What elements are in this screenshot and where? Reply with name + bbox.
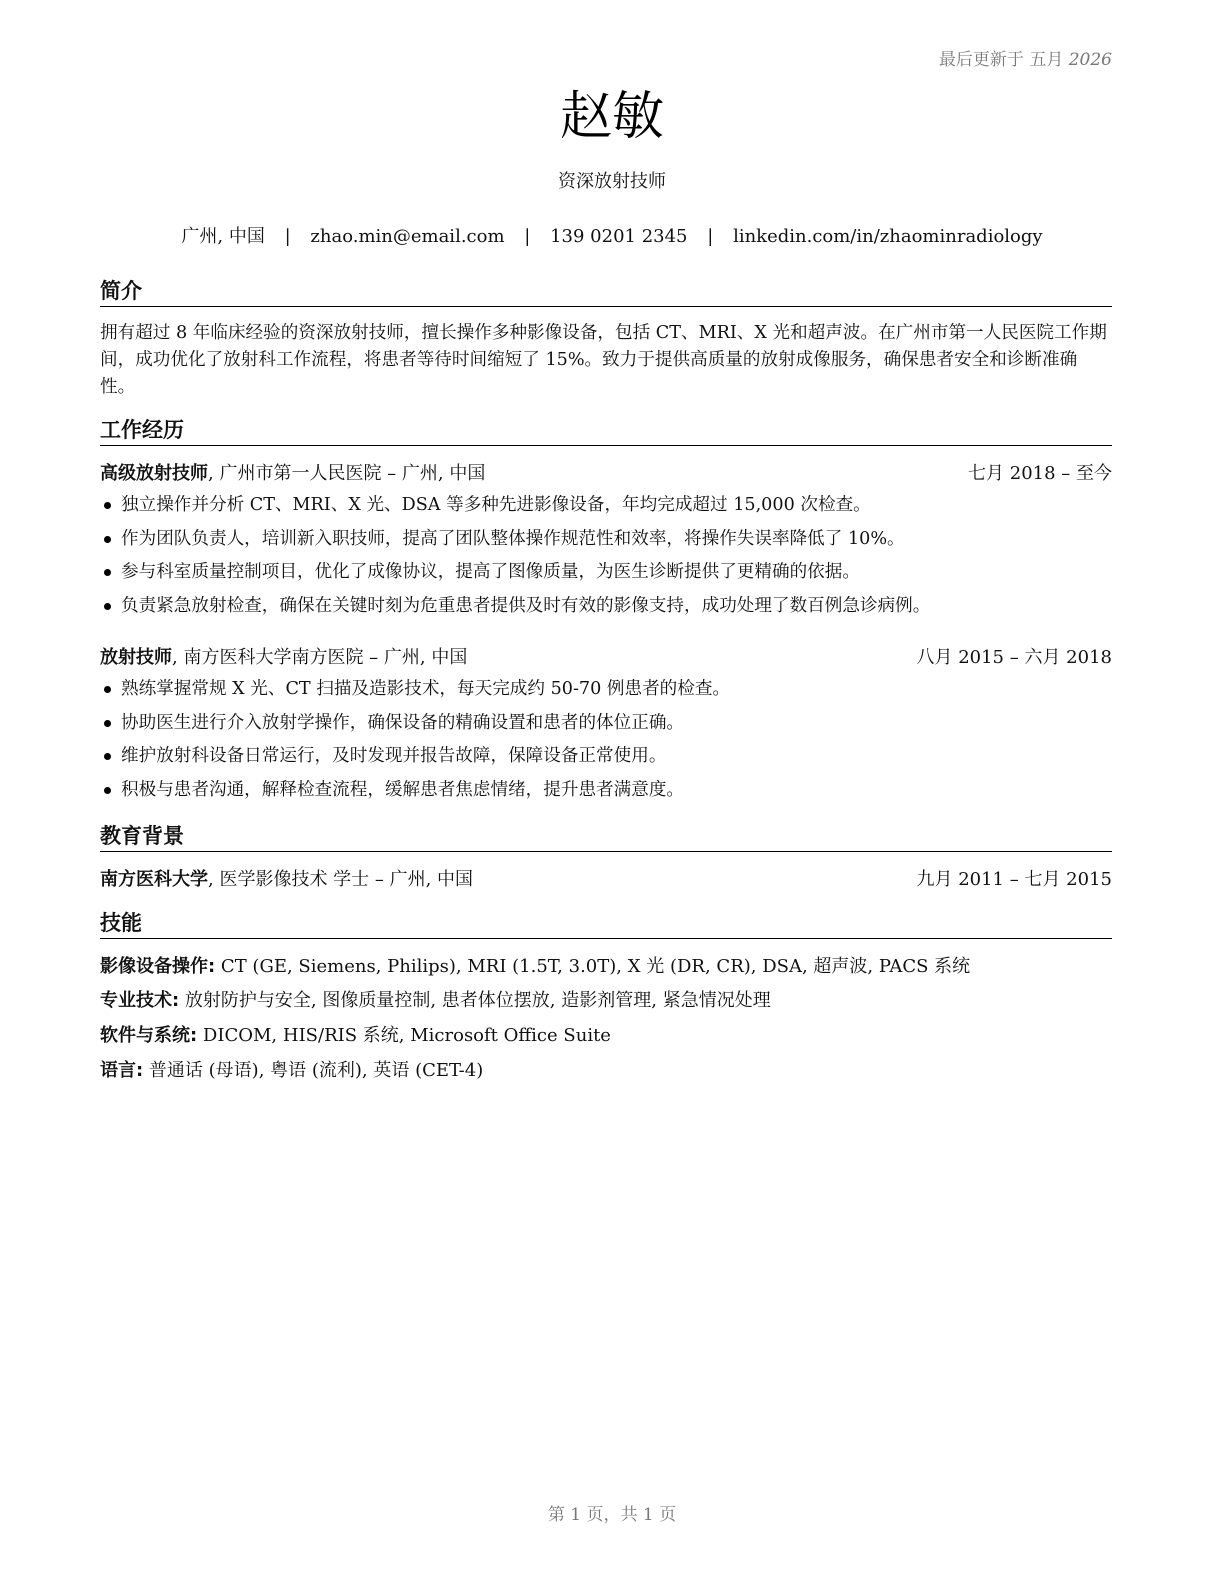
contact-line [0,224,1224,250]
education-dates: 九月 2011 – 七月 2015 [916,869,1112,890]
section-title-skills: 技能 [100,909,1112,939]
last-updated [939,45,1112,70]
list-item: 协助医生进行介入放射学操作，确保设备的精确设置和患者的体位正确。 [100,710,1112,744]
page-footer: 第 1 页，共 1 页 [547,1505,677,1525]
experience-entry-2-role [100,645,467,671]
candidate-headline: 资深放射技师 [558,171,666,192]
contact-separator: | [284,226,291,247]
contact-email[interactable]: zhao.min@email.com [310,226,505,247]
last-updated-year: 2026 [1068,50,1112,70]
list-item: 作为团队负责人，培训新入职技师，提高了团队整体操作规范性和效率，将操作失误率降低了 10%。 [100,526,1112,560]
section-title-education: 教育背景 [100,822,1112,852]
skill-label: 影像设备操作: [100,956,216,977]
skill-label: 软件与系统: [100,1025,198,1046]
skill-label: 语言: [100,1060,144,1081]
list-item: 独立操作并分析 CT、MRI、X 光、DSA 等多种先进影像设备，年均完成超过 15,000 次检查。 [100,492,1112,526]
skill-row [100,988,1112,1014]
experience-entry-2-header [100,645,1112,671]
candidate-name: 赵敏 [559,87,664,147]
skill-value: CT (GE, Siemens, Philips), MRI (1.5T, 3.0T), X 光 (DR, CR), DSA, 超声波, PACS 系统 [215,956,971,977]
summary-text: 拥有超过 8 年临床经验的资深放射技师，擅长操作多种影像设备，包括 CT、MRI、X 光和超声波。在广州市第一人民医院工作期间，成功优化了放射科工作流程，将患者等待时间缩短了 15%。致力于提供高质量的放射成像服务，确保患者安全和诊断准确性。 [100,323,1107,397]
school-name: 南方医科大学 [100,869,208,890]
job-dates: 八月 2015 – 六月 2018 [916,647,1112,668]
skill-value: 放射防护与安全, 图像质量控制, 患者体位摆放, 造影剂管理, 紧急情况处理 [179,990,771,1011]
experience-entry-1-role [100,461,485,487]
last-updated-label: 最后更新于 五月 [938,50,1064,70]
contact-location: 广州, 中国 [181,226,265,247]
job-dates: 七月 2018 – 至今 [968,463,1112,484]
job-title: 放射技师 [100,647,172,668]
experience-entry-2-bullets [100,676,1112,810]
skill-value: DICOM, HIS/RIS 系统, Microsoft Office Suite [197,1025,611,1046]
list-item: 参与科室质量控制项目，优化了成像协议，提高了图像质量，为医生诊断提供了更精确的依据。 [100,559,1112,593]
skill-row [100,1058,1112,1084]
section-title-summary: 简介 [100,277,1112,307]
list-item: 积极与患者沟通，解释检查流程，缓解患者焦虑情绪，提升患者满意度。 [100,777,1112,811]
job-title: 高级放射技师 [100,463,208,484]
list-item: 维护放射科设备日常运行，及时发现并报告故障，保障设备正常使用。 [100,743,1112,777]
education-entry-header [100,867,1112,893]
list-item: 熟练掌握常规 X 光、CT 扫描及造影技术，每天完成约 50-70 例患者的检查。 [100,676,1112,710]
section-title-experience: 工作经历 [100,416,1112,446]
experience-entry-1-bullets [100,492,1112,626]
contact-separator: | [524,226,531,247]
contact-separator: | [707,226,714,247]
degree-detail: , 医学影像技术 学士 – 广州, 中国 [208,869,474,890]
list-item: 负责紧急放射检查，确保在关键时刻为危重患者提供及时有效的影像支持，成功处理了数百例急诊病例。 [100,593,1112,627]
skill-row [100,954,1112,980]
experience-entry-1-header [100,461,1112,487]
skill-value: 普通话 (母语), 粤语 (流利), 英语 (CET-4) [143,1060,484,1081]
contact-phone: 139 0201 2345 [550,226,688,247]
contact-linkedin[interactable]: linkedin.com/in/zhaominradiology [733,226,1043,247]
skill-row [100,1023,1112,1049]
skill-label: 专业技术: [100,990,180,1011]
education-entry-school [100,867,473,893]
job-organization: , 南方医科大学南方医院 – 广州, 中国 [172,647,468,668]
job-organization: , 广州市第一人民医院 – 广州, 中国 [208,463,486,484]
